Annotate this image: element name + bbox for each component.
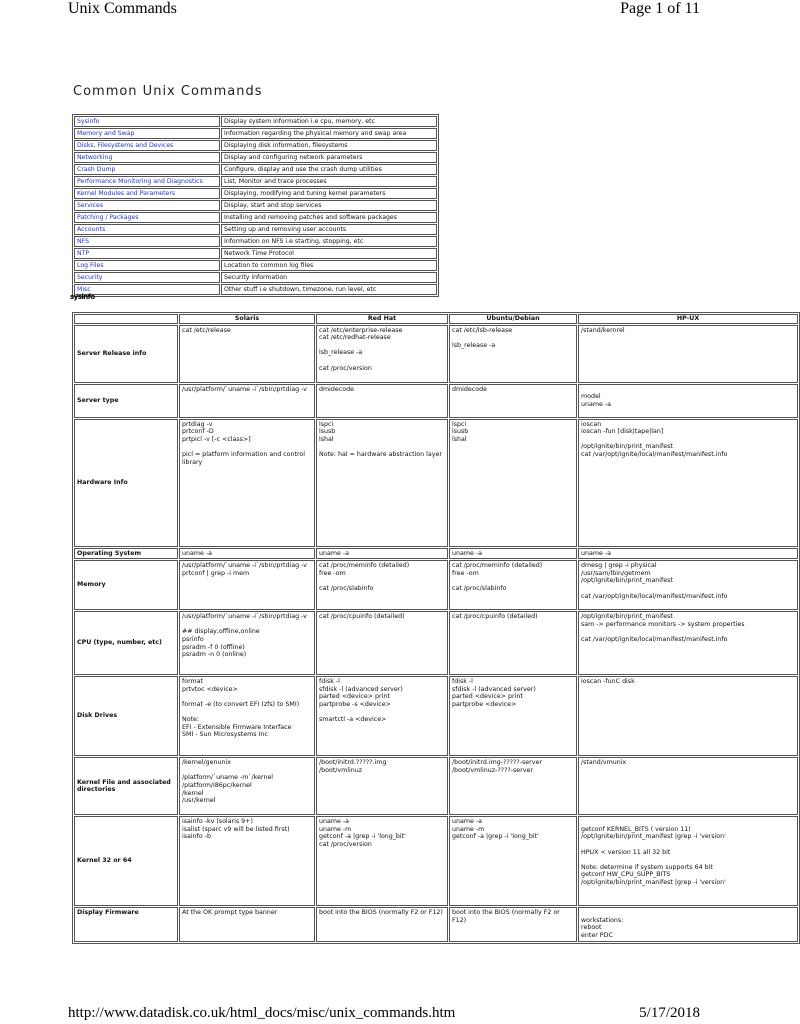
index-table <box>72 114 439 297</box>
cell-solaris: uname -a <box>179 548 315 560</box>
cell-redhat: /boot/initrd.?????.img /boot/vmlinuz <box>316 757 448 815</box>
index-description: List, Monitor and trace processes <box>221 176 437 187</box>
cell-redhat: boot into the BIOS (normally F2 or F12) <box>316 907 448 941</box>
row-label: Server type <box>74 384 178 418</box>
index-link[interactable]: Security <box>74 272 220 283</box>
cell-ubuntu: cat /proc/meminfo (detailed) free -om cat /proc/slabinfo <box>449 560 577 610</box>
index-row <box>74 272 437 283</box>
cell-hpux: /opt/ignite/bin/print_manifest sam -> performance monitors -> system properties cat /var/opt/ignite/local/manifest/manifest.info <box>578 611 798 675</box>
cell-hpux: getconf KERNEL_BITS ( version 11) /opt/ignite/bin/print_manifest |grep -i 'version' HPUX < version 11 all 32 bit Note: determine if system supports 64 bit getconf HW_CPU_SUPP_BITS /opt/ignite/bin/print_manifest |grep -i 'version' <box>578 816 798 906</box>
sysinfo-table-viewport <box>72 312 745 960</box>
cell-solaris: prtdiag -v prtconf -D prtpicl -v [-c <class>] picl = platform information and control library <box>179 419 315 547</box>
cell-ubuntu: cat /proc/cpuinfo (detailed) <box>449 611 577 675</box>
index-description: Displaying, modifying and tuning kernel parameters <box>221 188 437 199</box>
row-label: Operating System <box>74 548 178 560</box>
index-link[interactable]: NTP <box>74 248 220 259</box>
table-row <box>74 325 798 383</box>
table-row <box>74 757 798 815</box>
index-row <box>74 260 437 271</box>
index-description: Network Time Protocol <box>221 248 437 259</box>
cell-solaris: At the OK prompt type banner <box>179 907 315 941</box>
section-label-sysinfo: sysinfo <box>70 293 95 301</box>
cell-redhat: cat /proc/cpuinfo (detailed) <box>316 611 448 675</box>
index-link[interactable]: Misc <box>74 284 220 295</box>
cell-ubuntu: lspci lsusb lshal <box>449 419 577 547</box>
table-row <box>74 611 798 675</box>
cell-redhat: fdisk -l sfdisk -l (advanced server) parted <device> print partprobe -s <device> smartctl -a <device> <box>316 676 448 756</box>
cell-hpux: ioscan -funC disk <box>578 676 798 756</box>
index-row <box>74 188 437 199</box>
cell-solaris: isainfo -kv (solaris 9+) isalist (sparc v9 will be listed first) isainfo -b <box>179 816 315 906</box>
footer-date: 5/17/2018 <box>639 1005 700 1021</box>
index-description: Security information <box>221 272 437 283</box>
column-header <box>74 314 178 324</box>
column-header-solaris: Solaris <box>179 314 315 324</box>
index-description: Display, start and stop services <box>221 200 437 211</box>
cell-redhat: cat /etc/enterprise-release cat /etc/redhat-release lsb_release -a cat /proc/version <box>316 325 448 383</box>
cell-ubuntu: /boot/initrd.img-?????-server /boot/vmlinuz-????-server <box>449 757 577 815</box>
index-link[interactable]: Disks, Filesystems and Devices <box>74 140 220 151</box>
index-row <box>74 284 437 295</box>
cell-solaris: cat /etc/release <box>179 325 315 383</box>
table-row <box>74 384 798 418</box>
header-title: Unix Commands <box>68 0 177 17</box>
cell-ubuntu: fdisk -l sfdisk -l (advanced server) parted <device> print partprobe <device> <box>449 676 577 756</box>
cell-ubuntu: uname -a <box>449 548 577 560</box>
table-row <box>74 419 798 547</box>
index-description: Installing and removing patches and software packages <box>221 212 437 223</box>
index-row <box>74 140 437 151</box>
index-row <box>74 212 437 223</box>
table-row <box>74 560 798 610</box>
table-row <box>74 548 798 560</box>
cell-solaris: /kernel/genunix /platform/`uname -m`/kernel /platform/i86pc/kernel /kernel /usr/kernel <box>179 757 315 815</box>
row-label: Display Firmware <box>74 907 178 941</box>
index-link[interactable]: NFS <box>74 236 220 247</box>
index-link[interactable]: Memory and Swap <box>74 128 220 139</box>
table-row <box>74 676 798 756</box>
row-label: CPU (type, number, etc) <box>74 611 178 675</box>
cell-hpux: ioscan ioscan -fun [disk|tape|lan] /opt/ignite/bin/print_manifest cat /var/opt/ignite/local/manifest/manifest.info <box>578 419 798 547</box>
index-description: Setting up and removing user accounts <box>221 224 437 235</box>
cell-solaris: /usr/platform/`uname -i`/sbin/prtdiag -v ## display,offline,online psrinfo psradm -f 0 (offline) psradm -n 0 (online) <box>179 611 315 675</box>
cell-hpux: model uname -a <box>578 384 798 418</box>
cell-hpux: /stand/vmunix <box>578 757 798 815</box>
cell-solaris: /usr/platform/`uname -i`/sbin/prtdiag -v prtconf | grep -i mem <box>179 560 315 610</box>
cell-solaris: /usr/platform/`uname -i`/sbin/prtdiag -v <box>179 384 315 418</box>
cell-hpux: workstations: reboot enter PDC <box>578 907 798 941</box>
index-link[interactable]: Log Files <box>74 260 220 271</box>
row-label: Disk Drives <box>74 676 178 756</box>
index-link[interactable]: Patching / Packages <box>74 212 220 223</box>
index-link[interactable]: Services <box>74 200 220 211</box>
table-row <box>74 907 798 941</box>
index-link[interactable]: Accounts <box>74 224 220 235</box>
row-label: Hardware Info <box>74 419 178 547</box>
column-header-redhat: Red Hat <box>316 314 448 324</box>
cell-hpux: /stand/kernrel <box>578 325 798 383</box>
index-description: Display and configuring network parameters <box>221 152 437 163</box>
table-row <box>74 816 798 906</box>
row-label: Server Release info <box>74 325 178 383</box>
cell-ubuntu: uname -a uname -m getconf -a |grep -i 'long_bit' <box>449 816 577 906</box>
index-row <box>74 116 437 127</box>
index-row <box>74 164 437 175</box>
index-description: Display system information i.e cpu, memory, etc <box>221 116 437 127</box>
index-row <box>74 152 437 163</box>
index-description: Information on NFS i.e starting, stopping, etc <box>221 236 437 247</box>
document-title: Common Unix Commands <box>73 84 263 99</box>
footer-url: http://www.datadisk.co.uk/html_docs/misc/unix_commands.htm <box>68 1005 456 1021</box>
row-label: Kernel 32 or 64 <box>74 816 178 906</box>
row-label: Memory <box>74 560 178 610</box>
index-description: Location to common log files <box>221 260 437 271</box>
cell-redhat: cat /proc/meminfo (detailed) free -om cat /proc/slabinfo <box>316 560 448 610</box>
index-link[interactable]: Crash Dump <box>74 164 220 175</box>
table-header-row <box>74 314 798 324</box>
cell-ubuntu: boot into the BIOS (normally F2 or F12) <box>449 907 577 941</box>
cell-solaris: format prtvtoc <device> format -e (to convert EFI (zfs) to SMI) Note: EFI - Extensible Firmware Interface SMI - Sun Microsystems Inc <box>179 676 315 756</box>
cell-ubuntu: dmidecode <box>449 384 577 418</box>
index-link[interactable]: Performance Monitoring and Diagnostics <box>74 176 220 187</box>
index-row <box>74 248 437 259</box>
index-description: Configure, display and use the crash dump utilities <box>221 164 437 175</box>
header-page-number: Page 1 of 11 <box>620 0 700 17</box>
column-header-ubuntu: Ubuntu/Debian <box>449 314 577 324</box>
index-description: Other stuff i.e shutdown, timezone, run level, etc <box>221 284 437 295</box>
index-row <box>74 236 437 247</box>
sysinfo-table <box>72 312 800 944</box>
index-row <box>74 176 437 187</box>
index-row <box>74 224 437 235</box>
column-header-hpux: HP-UX <box>578 314 798 324</box>
index-link[interactable]: Sysinfo <box>74 116 220 127</box>
cell-hpux: uname -a <box>578 548 798 560</box>
cell-redhat: uname -a <box>316 548 448 560</box>
row-label: Kernel File and associated directories <box>74 757 178 815</box>
index-description: Information regarding the physical memory and swap area <box>221 128 437 139</box>
cell-ubuntu: cat /etc/lsb-release lsb_release -a <box>449 325 577 383</box>
cell-redhat: lspci lsusb lshal Note: hal = hardware abstraction layer <box>316 419 448 547</box>
cell-redhat: dmidecode <box>316 384 448 418</box>
index-link[interactable]: Networking <box>74 152 220 163</box>
index-description: Displaying disk information, filesystems <box>221 140 437 151</box>
index-row <box>74 200 437 211</box>
cell-hpux: dmesg | grep -i physical /usr/sam/lbin/getmem /opt/ignite/bin/print_manifest cat /var/opt/ignite/local/manifest/manifest.info <box>578 560 798 610</box>
index-link[interactable]: Kernel Modules and Parameters <box>74 188 220 199</box>
index-row <box>74 128 437 139</box>
cell-redhat: uname -a uname -m getconf -a |grep -i 'long_bit' cat /proc/version <box>316 816 448 906</box>
